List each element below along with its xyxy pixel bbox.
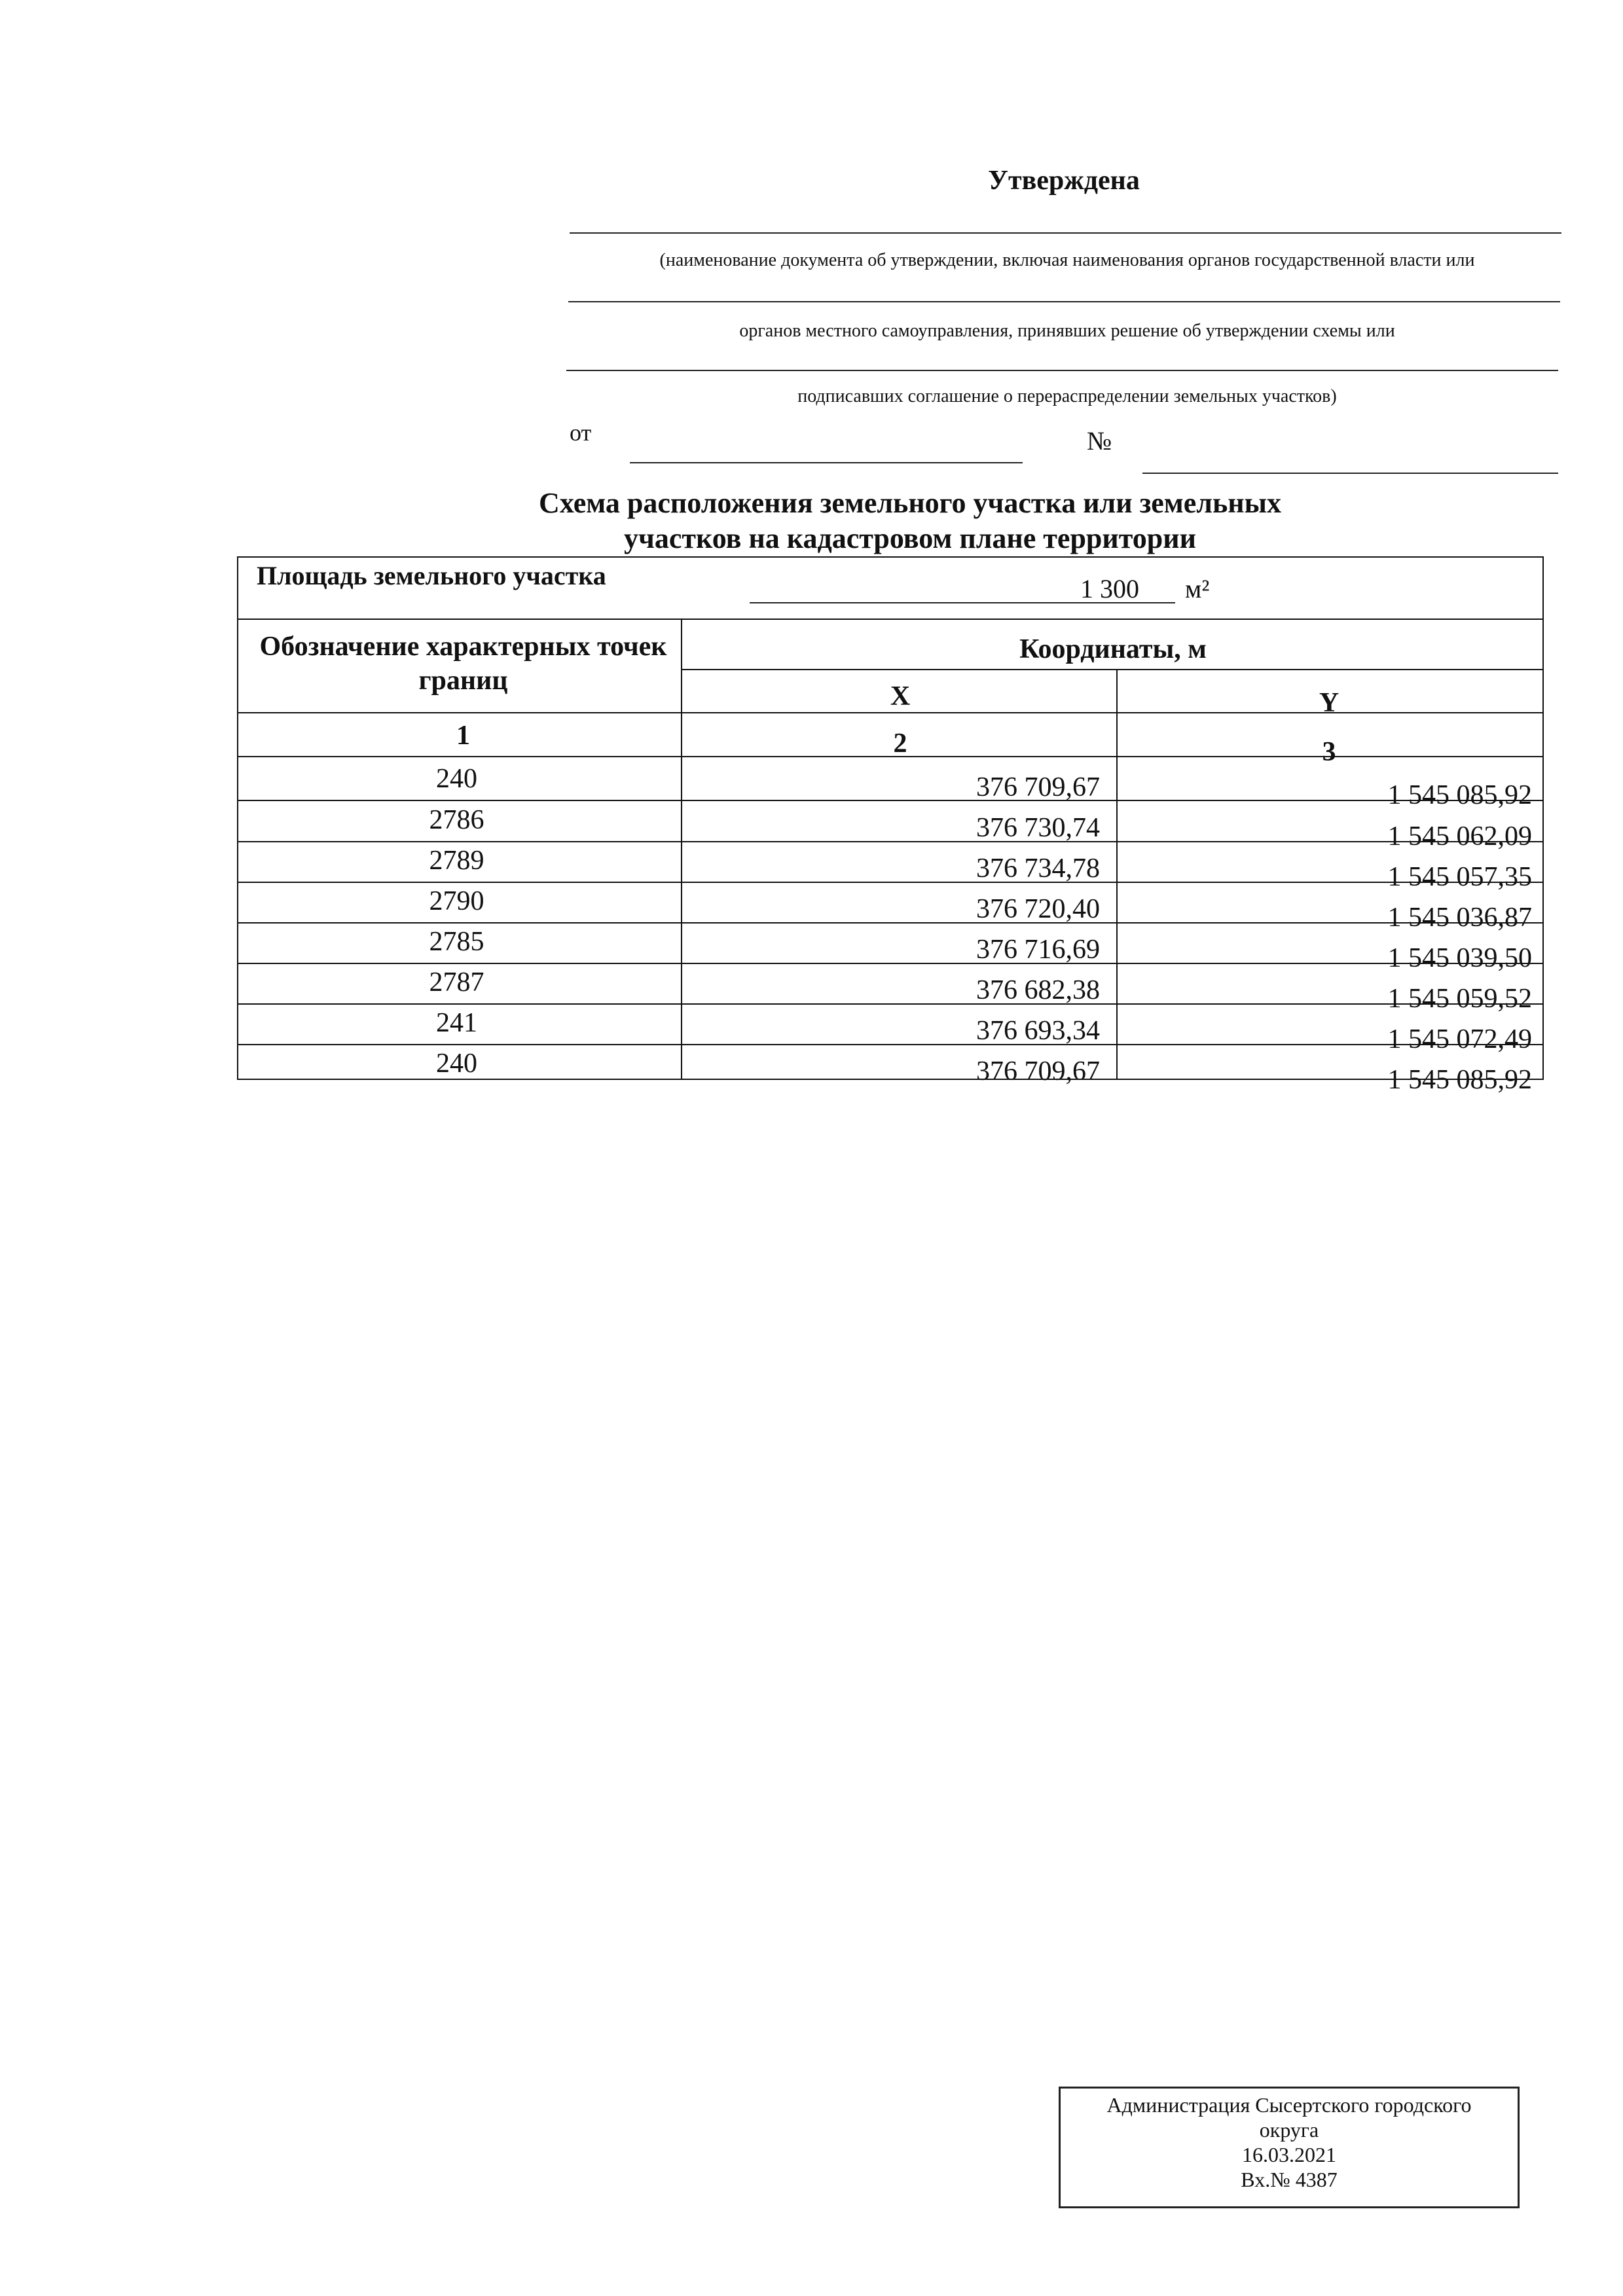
point-x: 376 709,67 [976,1056,1100,1086]
area-unit: м² [1185,574,1210,603]
point-y: 1 545 072,49 [1387,1024,1532,1054]
header-divider-points [681,619,682,1080]
point-name: 240 [436,1049,477,1079]
approval-rule-3 [566,370,1558,371]
area-label: Площадь земельного участка [257,561,606,590]
point-name: 2786 [429,805,484,835]
row-divider [238,922,1542,924]
point-y: 1 545 059,52 [1387,984,1532,1014]
header-points: Обозначение характерных точек границ [259,632,667,696]
point-name: 241 [436,1008,477,1038]
approval-title: Утверждена [988,166,1140,196]
header-y: Y [1319,688,1340,718]
point-name: 2790 [429,886,484,916]
header-x: X [890,681,911,711]
point-x: 376 730,74 [976,813,1100,843]
header-top-line [238,619,1542,620]
row-divider [238,1044,1542,1045]
scheme-title [419,486,1401,556]
approval-caption-3: подписавших соглашение о перераспределении земельных участков) [797,386,1337,406]
point-name: 2785 [429,927,484,957]
header-coordinates: Координаты, м [1019,634,1207,664]
point-name: 2789 [429,846,484,876]
col-number-1: 1 [456,721,470,751]
point-x: 376 693,34 [976,1016,1100,1046]
point-y: 1 545 085,92 [1387,780,1532,810]
scheme-title-line-1: Схема расположения земельного участка или земельных [539,487,1281,519]
approval-date-line [630,462,1023,463]
row-divider [238,882,1542,883]
approval-rule-2 [568,301,1560,302]
col-number-2: 2 [893,728,907,759]
stamp-organization-cont: округа [1259,2118,1319,2142]
approval-caption-1: (наименование документа об утверждении, включая наименования органов государственной власти или [659,250,1475,270]
row-divider [238,963,1542,964]
point-y: 1 545 036,87 [1387,903,1532,933]
registration-stamp [1059,2087,1520,2208]
row-divider [238,841,1542,842]
point-y: 1 545 057,35 [1387,862,1532,892]
xy-divider [1116,669,1118,1080]
row-divider [238,1003,1542,1005]
point-y: 1 545 039,50 [1387,943,1532,973]
stamp-date: 16.03.2021 [1242,2143,1336,2166]
point-x: 376 709,67 [976,772,1100,802]
stamp-organization: Администрация Сысертского городского [1106,2093,1472,2117]
row-divider [238,800,1542,801]
point-x: 376 734,78 [976,853,1100,884]
point-x: 376 720,40 [976,894,1100,924]
approval-date-label: от [570,420,592,446]
point-x: 376 716,69 [976,935,1100,965]
point-y: 1 545 085,92 [1387,1065,1532,1095]
approval-caption-2: органов местного самоуправления, принявших решение об утверждении схемы или [739,321,1395,341]
stamp-incoming-number: Вх.№ 4387 [1241,2168,1338,2191]
point-name: 2787 [429,967,484,997]
point-name: 240 [436,764,477,794]
coords-split-line [681,669,1542,670]
approval-number-line [1142,473,1558,474]
point-x: 376 682,38 [976,975,1100,1005]
area-value: 1 300 [1080,574,1139,603]
approval-number-label: № [1087,426,1112,456]
point-y: 1 545 062,09 [1387,821,1532,852]
col-number-3: 3 [1322,737,1336,767]
scheme-title-line-2: участков на кадастровом плане территории [624,522,1196,554]
approval-rule-1 [570,232,1561,234]
